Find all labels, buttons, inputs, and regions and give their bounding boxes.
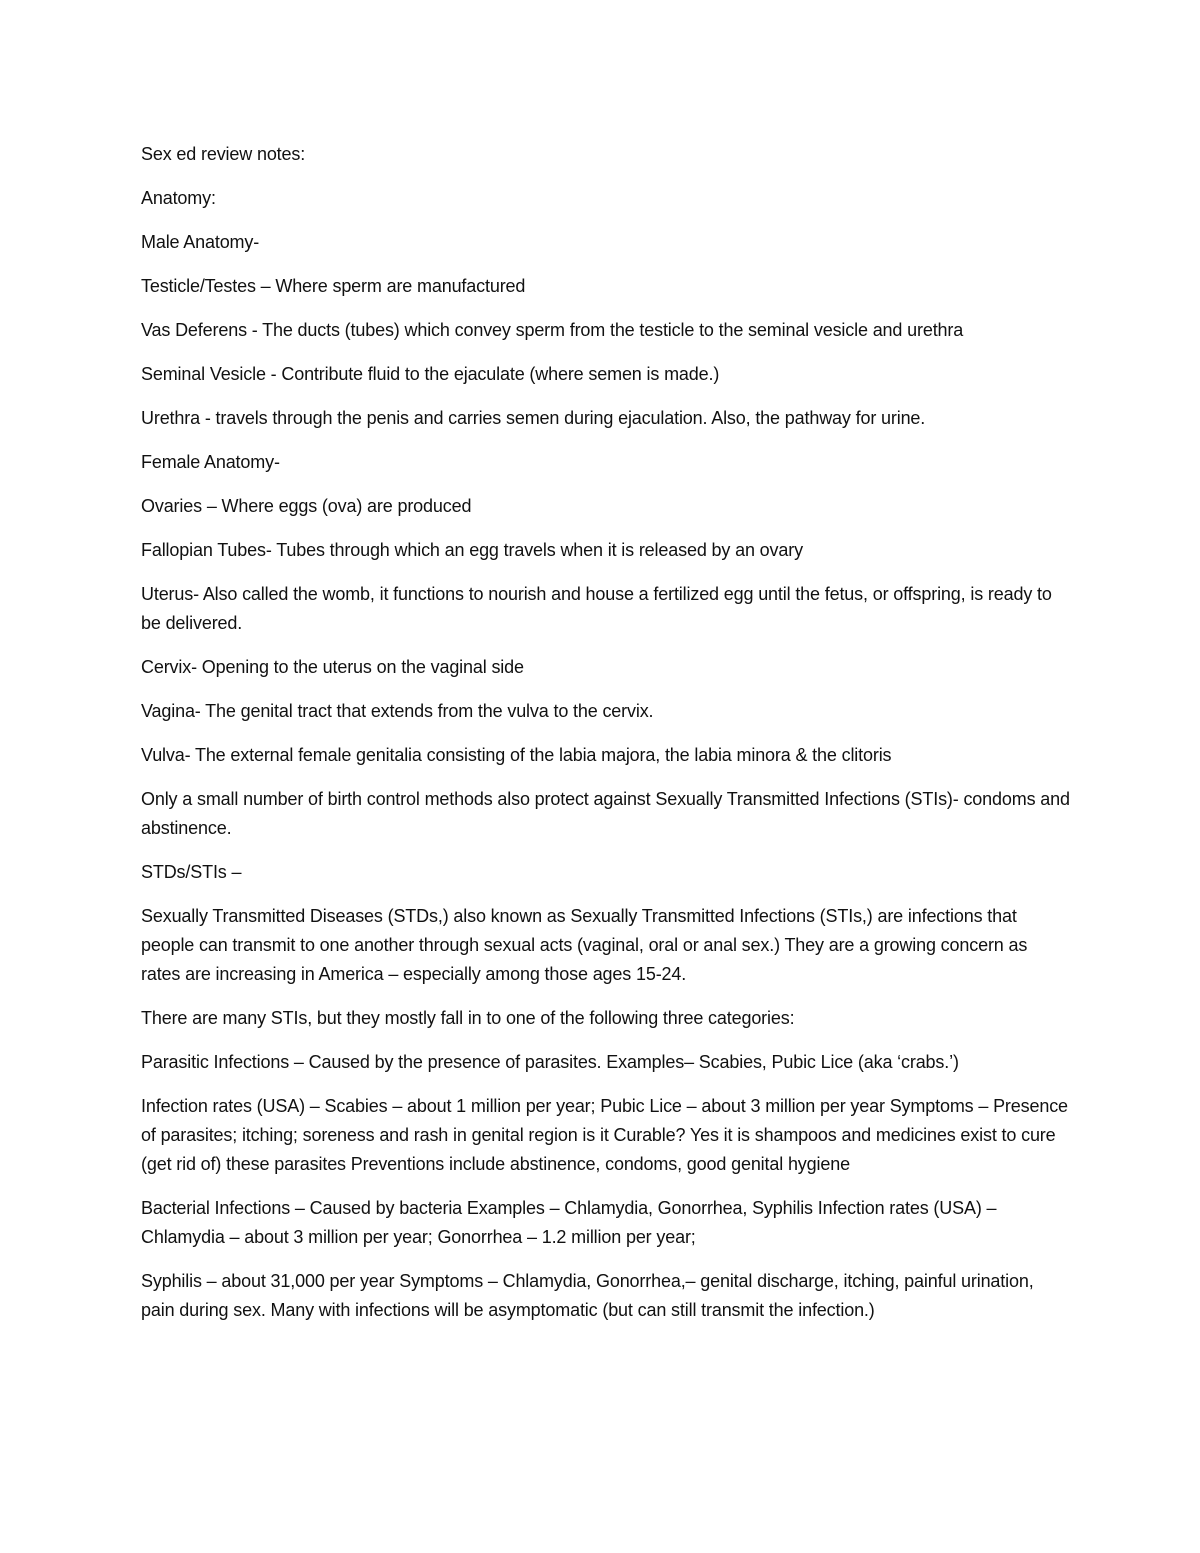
section-heading-stds: STDs/STIs – (141, 862, 242, 882)
subheading-female-anatomy: Female Anatomy- (141, 452, 280, 472)
paragraph-ovaries: Ovaries – Where eggs (ova) are produced (141, 496, 472, 516)
section-heading-anatomy: Anatomy: (141, 188, 216, 208)
paragraph-bacterial-infections: Bacterial Infections – Caused by bacteria Examples – Chlamydia, Gonorrhea, Syphilis Infection rates (USA) – Chlamydia – about 3 million per year; Gonorrhea – 1.2 million per year; (141, 1198, 997, 1247)
paragraph-parasitic-rates: Infection rates (USA) – Scabies – about 1 million per year; Pubic Lice – about 3 million per year Symptoms – Presence of parasites; itching; soreness and rash in genital region is it Curable? Yes it is shampoos and medicines exist to cure (get rid of) these parasites Preventions include abstinence, condoms, good genital hygiene (141, 1096, 1068, 1174)
paragraph-stds-definition: Sexually Transmitted Diseases (STDs,) also known as Sexually Transmitted Infections (STIs,) are infections that people can transmit to one another through sexual acts (vaginal, oral or anal sex.) They are a growing concern as rates are increasing in America – especially among those ages 15-24. (141, 906, 1028, 984)
paragraph-vulva: Vulva- The external female genitalia consisting of the labia majora, the labia minora & the clitoris (141, 745, 892, 765)
paragraph-cervix: Cervix- Opening to the uterus on the vaginal side (141, 657, 524, 677)
document-title: Sex ed review notes: (141, 144, 306, 164)
paragraph-testes: Testicle/Testes – Where sperm are manufactured (141, 276, 526, 296)
paragraph-vas-deferens: Vas Deferens - The ducts (tubes) which convey sperm from the testicle to the seminal vesicle and urethra (141, 320, 964, 340)
paragraph-fallopian-tubes: Fallopian Tubes- Tubes through which an egg travels when it is released by an ovary (141, 540, 803, 560)
paragraph-parasitic-infections: Parasitic Infections – Caused by the presence of parasites. Examples– Scabies, Pubic Lice (aka ‘crabs.’) (141, 1052, 959, 1072)
subheading-male-anatomy: Male Anatomy- (141, 232, 260, 252)
paragraph-seminal-vesicle: Seminal Vesicle - Contribute fluid to the ejaculate (where semen is made.) (141, 364, 720, 384)
paragraph-birth-control: Only a small number of birth control methods also protect against Sexually Transmitted Infections (STIs)- condoms and abstinence. (141, 789, 1070, 838)
paragraph-uterus: Uterus- Also called the womb, it functions to nourish and house a fertilized egg until the fetus, or offspring, is ready to be delivered. (141, 584, 1052, 633)
paragraph-sti-categories: There are many STIs, but they mostly fall in to one of the following three categories: (141, 1008, 795, 1028)
paragraph-vagina: Vagina- The genital tract that extends from the vulva to the cervix. (141, 701, 654, 721)
paragraph-urethra: Urethra - travels through the penis and carries semen during ejaculation. Also, the pathway for urine. (141, 408, 926, 428)
document-body (141, 140, 1071, 1340)
paragraph-syphilis: Syphilis – about 31,000 per year Symptoms – Chlamydia, Gonorrhea,– genital discharge, itching, painful urination, pain during sex. Many with infections will be asymptomatic (but can still transmit the infection.) (141, 1271, 1034, 1320)
